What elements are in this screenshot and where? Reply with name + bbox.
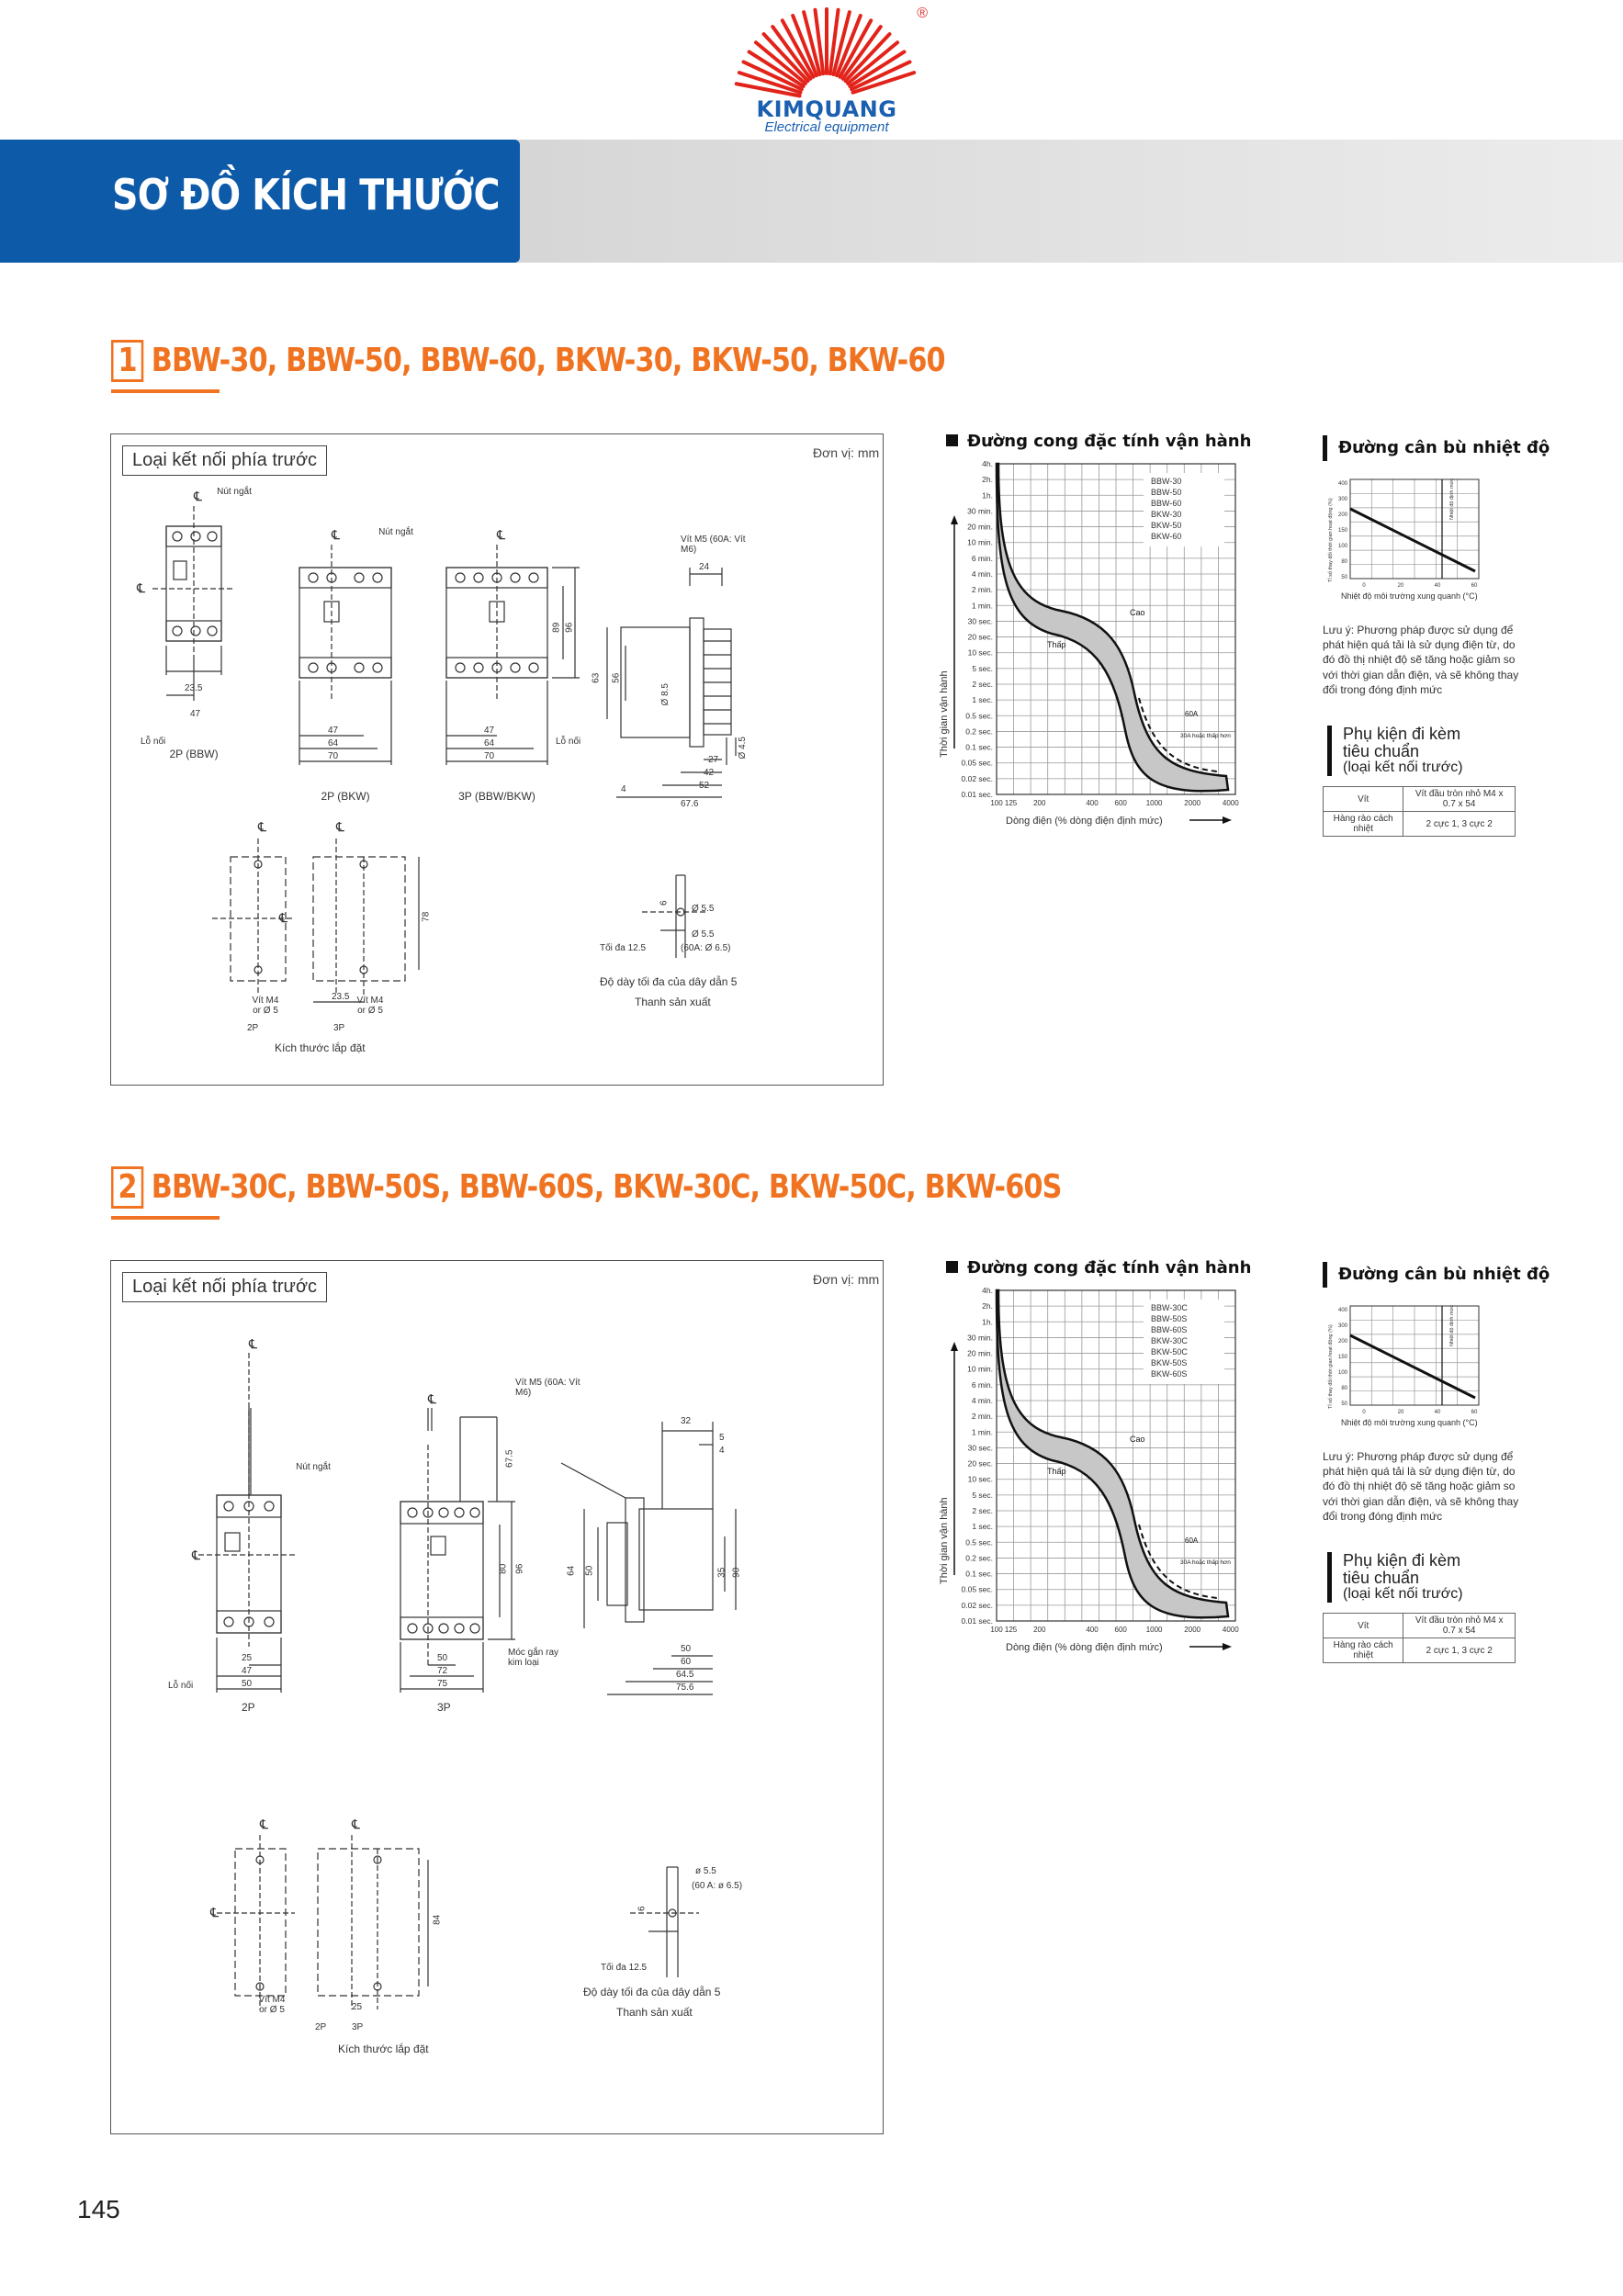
current-tick-label: 1000 bbox=[1145, 1626, 1163, 1634]
current-tick-label: 200 bbox=[1033, 1626, 1046, 1634]
time-tick-label: 4 min. bbox=[971, 1396, 993, 1405]
dim-70-a: 70 bbox=[328, 751, 339, 761]
model-legend-item: BBW-60 bbox=[1151, 499, 1182, 508]
s2-dim-50-side: 50 bbox=[584, 1565, 595, 1576]
time-tick-label: 0.05 sec. bbox=[961, 758, 993, 768]
time-tick-label: 30 sec. bbox=[967, 616, 993, 626]
temp-y-tick: 100 bbox=[1337, 1370, 1347, 1376]
time-tick-label: 4h. bbox=[982, 459, 993, 468]
temp-note-2: Lưu ý: Phương pháp được sử dụng để phát hiện quá tải là sử dụng điện từ, do đó đồ thị nhiệt độ sẽ tăng hoặc giảm so với thời gian dẫn điện, và sẽ không thay đổi trong đóng định mức bbox=[1323, 1450, 1519, 1523]
accessory-table-1: Vít Vít đầu tròn nhỏ M4 x 0.7 x 54 Hàng rào cách nhiệt 2 cực 1, 3 cực 2 bbox=[1323, 786, 1516, 837]
svg-text:℄: ℄ bbox=[194, 489, 202, 503]
model-legend-item: BBW-60S bbox=[1151, 1325, 1188, 1334]
section-1-heading bbox=[111, 340, 945, 382]
current-tick-label: 4000 bbox=[1222, 799, 1239, 807]
curve-high-label: Cao bbox=[1130, 1435, 1145, 1444]
trip-button-label-2: Nút ngắt bbox=[378, 527, 413, 537]
svg-text:℄: ℄ bbox=[497, 527, 505, 542]
s2-dim-96: 96 bbox=[514, 1563, 525, 1574]
section-2-title: BBW-30C, BBW-50S, BBW-60S, BKW-30C, BKW-50C, BKW-60S bbox=[151, 1168, 1062, 1206]
section-2-heading bbox=[111, 1166, 1062, 1209]
svg-text:℄: ℄ bbox=[352, 1817, 360, 1831]
max-12-5: Tối đa 12.5 bbox=[600, 943, 647, 953]
s2-busbar-label: Thanh sản xuất bbox=[616, 2006, 693, 2019]
time-tick-label: 2 sec. bbox=[972, 680, 993, 689]
temp-chart-svg bbox=[1323, 468, 1516, 615]
temp-note-1: Lưu ý: Phương pháp được sử dụng để phát hiện quá tải là sử dụng điện từ, do đó đồ thị nhiệt độ sẽ tăng hoặc giảm so với thời gian dẫn điện, và sẽ không thay đổi trong đóng định mức bbox=[1323, 624, 1519, 696]
time-tick-label: 2h. bbox=[982, 475, 993, 485]
operating-curve-chart-1 bbox=[932, 455, 1245, 850]
caption-3p: 3P (BBW/BKW) bbox=[458, 790, 535, 803]
current-tick-label: 125 bbox=[1004, 1626, 1018, 1634]
trip-button-label: Nút ngắt bbox=[217, 487, 252, 497]
current-tick-label: 2000 bbox=[1184, 799, 1201, 807]
unit-label: Đơn vị: mm bbox=[813, 445, 880, 460]
temp-x-tick: 60 bbox=[1471, 1410, 1478, 1415]
busbar-label: Thanh sản xuất bbox=[635, 996, 711, 1008]
temp-compensation-chart-2 bbox=[1323, 1295, 1516, 1442]
dim-23-5-mount: 23.5 bbox=[332, 992, 350, 1002]
model-legend-item: BKW-50 bbox=[1151, 521, 1182, 530]
svg-text:℄: ℄ bbox=[210, 1905, 219, 1919]
s2-hole-60a: (60 A: ø 6.5) bbox=[692, 1881, 743, 1891]
model-legend-item: BBW-50S bbox=[1151, 1314, 1188, 1323]
temp-x-tick: 20 bbox=[1397, 1410, 1404, 1415]
section-2-dimension-drawing bbox=[111, 1261, 883, 2133]
x-axis-arrowhead bbox=[1223, 816, 1232, 824]
temp-compensation-chart-1 bbox=[1323, 468, 1516, 615]
screw-m5-label: Vít M5 (60A: Vít M6) bbox=[681, 535, 746, 555]
time-tick-label: 0.2 sec. bbox=[965, 726, 993, 737]
time-tick-label: 10 min. bbox=[967, 537, 993, 547]
y-axis-label: Thời gian vận hành bbox=[939, 670, 950, 758]
svg-text:℄: ℄ bbox=[137, 580, 145, 595]
svg-text:℄: ℄ bbox=[336, 819, 344, 834]
s2-dim-50: 50 bbox=[242, 1679, 253, 1689]
time-tick-label: 4h. bbox=[982, 1286, 993, 1295]
svg-text:℄: ℄ bbox=[428, 1391, 436, 1406]
time-tick-label: 1 min. bbox=[971, 601, 993, 611]
current-tick-label: 200 bbox=[1033, 799, 1046, 807]
s2-dim-84: 84 bbox=[432, 1914, 443, 1925]
time-tick-label: 5 sec. bbox=[972, 1490, 993, 1500]
s2-dim-50-depth: 50 bbox=[681, 1644, 692, 1654]
time-tick-label: 4 min. bbox=[971, 569, 993, 579]
temp-chart-svg bbox=[1323, 1295, 1516, 1442]
s2-dim-60: 60 bbox=[681, 1657, 692, 1667]
time-tick-label: 0.5 sec. bbox=[965, 711, 993, 721]
s2-screw-m5-label: Vít M5 (60A: Vít M6) bbox=[515, 1378, 580, 1398]
model-legend-item: BKW-60 bbox=[1151, 532, 1182, 541]
curve-low-label: Thấp bbox=[1047, 640, 1066, 649]
time-tick-label: 20 sec. bbox=[967, 632, 993, 642]
dim-dia-4-5: Ø 4.5 bbox=[737, 737, 748, 760]
time-tick-label: 0.05 sec. bbox=[961, 1584, 993, 1594]
hole-label: Lỗ nối bbox=[141, 737, 166, 747]
section-2-number: 2 bbox=[111, 1166, 143, 1209]
y-axis-arrowhead bbox=[951, 515, 958, 524]
screw-m4-label-2p: Vít M4 or Ø 5 bbox=[252, 996, 279, 1016]
time-tick-label: 6 min. bbox=[971, 1379, 993, 1390]
svg-text:℄: ℄ bbox=[258, 819, 266, 834]
s2-dim-72: 72 bbox=[437, 1666, 448, 1676]
s2-dim-64-5: 64.5 bbox=[676, 1670, 694, 1680]
connection-type-label: Loại kết nối phía trước bbox=[122, 445, 327, 476]
hole-label-3p: Lỗ nối bbox=[556, 737, 581, 747]
curve-high-label: Cao bbox=[1130, 608, 1145, 617]
time-tick-label: 20 min. bbox=[967, 522, 993, 532]
temp-x-tick: 40 bbox=[1434, 583, 1441, 589]
time-tick-label: 2h. bbox=[982, 1301, 993, 1311]
model-legend-item: BBW-30C bbox=[1151, 1303, 1188, 1312]
s2-mount-3p: 3P bbox=[352, 2022, 364, 2032]
section-1-number: 1 bbox=[111, 340, 143, 382]
curve-mode-label: 30A hoặc thấp hơn bbox=[1180, 733, 1231, 739]
s2-dim-47: 47 bbox=[242, 1666, 253, 1676]
s2-dim-80: 80 bbox=[498, 1563, 509, 1574]
temp-x-tick: 40 bbox=[1434, 1410, 1441, 1415]
time-tick-label: 10 sec. bbox=[967, 1474, 993, 1484]
s2-max-12-5: Tối đa 12.5 bbox=[601, 1963, 648, 1973]
temp-x-tick: 0 bbox=[1362, 583, 1366, 589]
current-tick-label: 400 bbox=[1086, 1626, 1099, 1634]
time-tick-label: 10 sec. bbox=[967, 647, 993, 658]
caption-2p-bbw: 2P (BBW) bbox=[169, 748, 219, 760]
s2-dim-25-mount: 25 bbox=[352, 2002, 363, 2012]
temp-y-tick: 400 bbox=[1337, 481, 1347, 487]
time-tick-label: 20 sec. bbox=[967, 1458, 993, 1469]
dim-42: 42 bbox=[704, 768, 715, 778]
time-tick-label: 0.02 sec. bbox=[961, 1600, 993, 1610]
time-tick-label: 30 sec. bbox=[967, 1443, 993, 1453]
mount-caption: Kích thước lắp đặt bbox=[275, 1041, 366, 1054]
conductor-thickness: Độ dày tối đa của dây dẫn 5 bbox=[600, 975, 738, 988]
model-legend-item: BKW-50S bbox=[1151, 1358, 1188, 1367]
s2-hole-5-5: ø 5.5 bbox=[695, 1866, 716, 1876]
x-axis-arrowhead bbox=[1223, 1643, 1232, 1650]
dim-56: 56 bbox=[611, 672, 622, 683]
temp-y-tick: 300 bbox=[1337, 497, 1347, 502]
accessory-table-2: Vít Vít đầu tròn nhỏ M4 x 0.7 x 54 Hàng rào cách nhiệt 2 cực 1, 3 cực 2 bbox=[1323, 1613, 1516, 1663]
s2-2p-label: 2P bbox=[242, 1701, 255, 1714]
time-tick-label: 6 min. bbox=[971, 553, 993, 563]
svg-text:℄: ℄ bbox=[260, 1817, 268, 1831]
current-tick-label: 2000 bbox=[1184, 1626, 1201, 1634]
s2-conductor-thickness: Độ dày tối đa của dây dẫn 5 bbox=[583, 1986, 721, 1998]
s2-dim-5: 5 bbox=[719, 1433, 725, 1443]
dim-52: 52 bbox=[699, 781, 710, 791]
operating-curve-svg bbox=[932, 455, 1245, 850]
time-tick-label: 0.01 sec. bbox=[961, 1616, 993, 1626]
registered-mark: ® bbox=[917, 6, 928, 21]
curve-60a-label: 60A bbox=[1185, 1536, 1199, 1545]
unit-label-2: Đơn vị: mm bbox=[813, 1272, 880, 1287]
curve-60a-label: 60A bbox=[1185, 710, 1199, 718]
time-tick-label: 0.1 sec. bbox=[965, 1569, 993, 1579]
temp-curve-title-1: Đường cân bù nhiệt độ bbox=[1323, 435, 1550, 461]
time-tick-label: 0.01 sec. bbox=[961, 790, 993, 799]
caption-2p-bkw: 2P (BKW) bbox=[321, 790, 370, 803]
s2-dim-6: 6 bbox=[637, 1906, 648, 1912]
accessory-title-2: Phụ kiện đi kèm tiêu chuẩn (loại kết nối trước) bbox=[1327, 1552, 1463, 1603]
dim-24: 24 bbox=[699, 562, 710, 572]
temp-y-tick: 150 bbox=[1337, 528, 1347, 534]
dim-6: 6 bbox=[659, 900, 670, 906]
operating-curve-svg bbox=[932, 1281, 1245, 1676]
dim-47-c: 47 bbox=[484, 726, 495, 736]
s2-screw-m4-label: Vít M4 or Ø 5 bbox=[258, 1995, 286, 2015]
s2-hole-label: Lỗ nối bbox=[168, 1681, 194, 1691]
dim-47-a: 47 bbox=[190, 709, 201, 719]
x-axis-label: Dòng điện (% dòng điện định mức) bbox=[1006, 1642, 1163, 1653]
s2-dim-25: 25 bbox=[242, 1653, 253, 1663]
s2-dim-75-6: 75.6 bbox=[676, 1683, 694, 1693]
time-tick-label: 20 min. bbox=[967, 1348, 993, 1358]
svg-text:℄: ℄ bbox=[192, 1548, 200, 1562]
time-tick-label: 1 min. bbox=[971, 1427, 993, 1437]
temp-y-tick: 300 bbox=[1337, 1323, 1347, 1329]
temp-y-tick: 80 bbox=[1341, 559, 1347, 565]
current-tick-label: 4000 bbox=[1222, 1626, 1239, 1634]
model-legend-item: BKW-50C bbox=[1151, 1347, 1188, 1356]
dim-63: 63 bbox=[591, 672, 602, 683]
mount-2p-label: 2P bbox=[247, 1023, 259, 1033]
time-tick-label: 2 sec. bbox=[972, 1506, 993, 1515]
s2-clip-label: Móc gắn ray kim loại bbox=[508, 1648, 559, 1668]
logo-name: KIMQUANG bbox=[756, 96, 897, 122]
s2-trip-button-label: Nút ngắt bbox=[296, 1462, 331, 1472]
dim-23-5: 23.5 bbox=[185, 683, 203, 693]
temp-y-tick: 200 bbox=[1337, 512, 1347, 518]
section-1-drawing-panel bbox=[110, 433, 884, 1086]
temp-y-tick: 50 bbox=[1341, 1401, 1347, 1407]
temp-y-tick: 200 bbox=[1337, 1339, 1347, 1345]
time-tick-label: 10 min. bbox=[967, 1364, 993, 1374]
model-legend-item: BBW-50 bbox=[1151, 488, 1182, 497]
connection-type-label-2: Loại kết nối phía trước bbox=[122, 1272, 327, 1302]
section-1-dimension-drawing bbox=[111, 434, 883, 1085]
section-1-title: BBW-30, BBW-50, BBW-60, BKW-30, BKW-50, BKW-60 bbox=[151, 342, 945, 379]
time-tick-label: 1h. bbox=[982, 490, 993, 501]
s2-dim-75: 75 bbox=[437, 1679, 448, 1689]
time-tick-label: 1h. bbox=[982, 1317, 993, 1327]
page-title: SƠ ĐỒ KÍCH THƯỚC bbox=[112, 170, 500, 219]
curve-mode-label: 30A hoặc thấp hơn bbox=[1180, 1559, 1231, 1566]
company-logo bbox=[726, 2, 928, 140]
current-tick-label: 400 bbox=[1086, 799, 1099, 807]
dim-dia-8-5: Ø 8.5 bbox=[659, 683, 671, 706]
current-tick-label: 125 bbox=[1004, 799, 1018, 807]
time-tick-label: 0.02 sec. bbox=[961, 773, 993, 783]
current-tick-label: 600 bbox=[1114, 799, 1127, 807]
time-tick-label: 2 min. bbox=[971, 1412, 993, 1422]
y-axis-label: Thời gian vận hành bbox=[939, 1497, 950, 1584]
y-axis-arrowhead bbox=[951, 1342, 958, 1351]
time-tick-label: 2 min. bbox=[971, 585, 993, 595]
s2-dim-4: 4 bbox=[719, 1446, 725, 1456]
section-2-drawing-panel bbox=[110, 1260, 884, 2134]
current-tick-label: 100 bbox=[990, 799, 1003, 807]
temp-rated-label: Nhiệt độ định mức bbox=[1449, 478, 1455, 520]
s2-dim-64: 64 bbox=[566, 1565, 577, 1576]
dim-64-a: 64 bbox=[328, 738, 339, 748]
operating-curve-chart-2 bbox=[932, 1281, 1245, 1676]
current-tick-label: 1000 bbox=[1145, 799, 1163, 807]
temp-curve-title-2: Đường cân bù nhiệt độ bbox=[1323, 1262, 1550, 1288]
page-number: 145 bbox=[77, 2195, 120, 2223]
current-tick-label: 100 bbox=[990, 1626, 1003, 1634]
mount-3p-label: 3P bbox=[333, 1023, 345, 1033]
s2-mount-caption: Kích thước lắp đặt bbox=[338, 2043, 429, 2055]
temp-curve-line bbox=[1350, 1335, 1475, 1398]
model-legend-item: BKW-60S bbox=[1151, 1369, 1188, 1379]
section-1-underline bbox=[111, 389, 220, 393]
temp-y-tick: 50 bbox=[1341, 575, 1347, 580]
curve-low-label: Thấp bbox=[1047, 1467, 1066, 1476]
dim-27: 27 bbox=[708, 755, 719, 765]
dim-47-b: 47 bbox=[328, 726, 339, 736]
temp-x-tick: 60 bbox=[1471, 583, 1478, 589]
dim-89: 89 bbox=[551, 622, 562, 633]
temp-x-tick: 20 bbox=[1397, 583, 1404, 589]
dim-70-b: 70 bbox=[484, 751, 495, 761]
current-tick-label: 600 bbox=[1114, 1626, 1127, 1634]
hole-5-5-b: Ø 5.5 bbox=[692, 929, 715, 940]
temp-x-label: Nhiệt độ môi trường xung quanh (°C) bbox=[1341, 591, 1478, 601]
temp-curve-line bbox=[1350, 509, 1475, 571]
screw-m4-label-3p: Vít M4 or Ø 5 bbox=[356, 996, 384, 1016]
temp-y-tick: 100 bbox=[1337, 544, 1347, 549]
dim-96: 96 bbox=[564, 622, 575, 633]
s2-dim-32: 32 bbox=[681, 1416, 692, 1426]
svg-text:℄: ℄ bbox=[249, 1336, 257, 1351]
operating-curve-title-1: Đường cong đặc tính vận hành bbox=[946, 432, 1251, 451]
dim-67-6: 67.6 bbox=[681, 799, 699, 809]
dim-4: 4 bbox=[621, 784, 626, 794]
dim-78: 78 bbox=[421, 911, 432, 922]
logo-tagline: Electrical equipment bbox=[764, 119, 889, 135]
time-tick-label: 0.1 sec. bbox=[965, 742, 993, 752]
s2-mount-2p: 2P bbox=[315, 2022, 327, 2032]
s2-dim-50-3p: 50 bbox=[437, 1653, 448, 1663]
s2-dim-67-5: 67.5 bbox=[504, 1449, 515, 1468]
time-tick-label: 1 sec. bbox=[972, 1522, 993, 1532]
model-legend-item: BBW-30 bbox=[1151, 477, 1182, 486]
hole-60a: (60A: Ø 6.5) bbox=[681, 943, 731, 953]
temp-y-tick: 150 bbox=[1337, 1355, 1347, 1360]
hole-5-5: Ø 5.5 bbox=[692, 904, 715, 914]
time-tick-label: 0.2 sec. bbox=[965, 1553, 993, 1563]
time-tick-label: 30 min. bbox=[967, 1333, 993, 1343]
temp-rated-label: Nhiệt độ định mức bbox=[1449, 1305, 1455, 1346]
time-tick-label: 5 sec. bbox=[972, 663, 993, 673]
temp-y-label: Tỉ số thay đổi thời gian hoạt động (%) bbox=[1328, 498, 1334, 582]
model-legend-item: BKW-30 bbox=[1151, 510, 1182, 519]
time-tick-label: 0.5 sec. bbox=[965, 1537, 993, 1548]
svg-text:℄: ℄ bbox=[332, 527, 340, 542]
logo-sunburst-icon bbox=[726, 2, 928, 103]
accessory-title-1: Phụ kiện đi kèm tiêu chuẩn (loại kết nối trước) bbox=[1327, 726, 1463, 776]
s2-dim-35: 35 bbox=[716, 1567, 727, 1578]
temp-x-tick: 0 bbox=[1362, 1410, 1366, 1415]
svg-text:℄: ℄ bbox=[279, 910, 287, 925]
time-tick-label: 1 sec. bbox=[972, 695, 993, 705]
model-legend-item: BKW-30C bbox=[1151, 1336, 1188, 1345]
s2-3p-label: 3P bbox=[437, 1701, 451, 1714]
temp-y-tick: 80 bbox=[1341, 1386, 1347, 1391]
x-axis-label: Dòng điện (% dòng điện định mức) bbox=[1006, 816, 1163, 827]
temp-x-label: Nhiệt độ môi trường xung quanh (°C) bbox=[1341, 1418, 1478, 1427]
temp-y-tick: 400 bbox=[1337, 1308, 1347, 1313]
time-tick-label: 30 min. bbox=[967, 506, 993, 516]
section-2-underline bbox=[111, 1216, 220, 1220]
dim-64-b: 64 bbox=[484, 738, 495, 748]
operating-curve-title-2: Đường cong đặc tính vận hành bbox=[946, 1258, 1251, 1277]
s2-dim-90: 90 bbox=[731, 1567, 742, 1578]
temp-y-label: Tỉ số thay đổi thời gian hoạt động (%) bbox=[1328, 1324, 1334, 1409]
